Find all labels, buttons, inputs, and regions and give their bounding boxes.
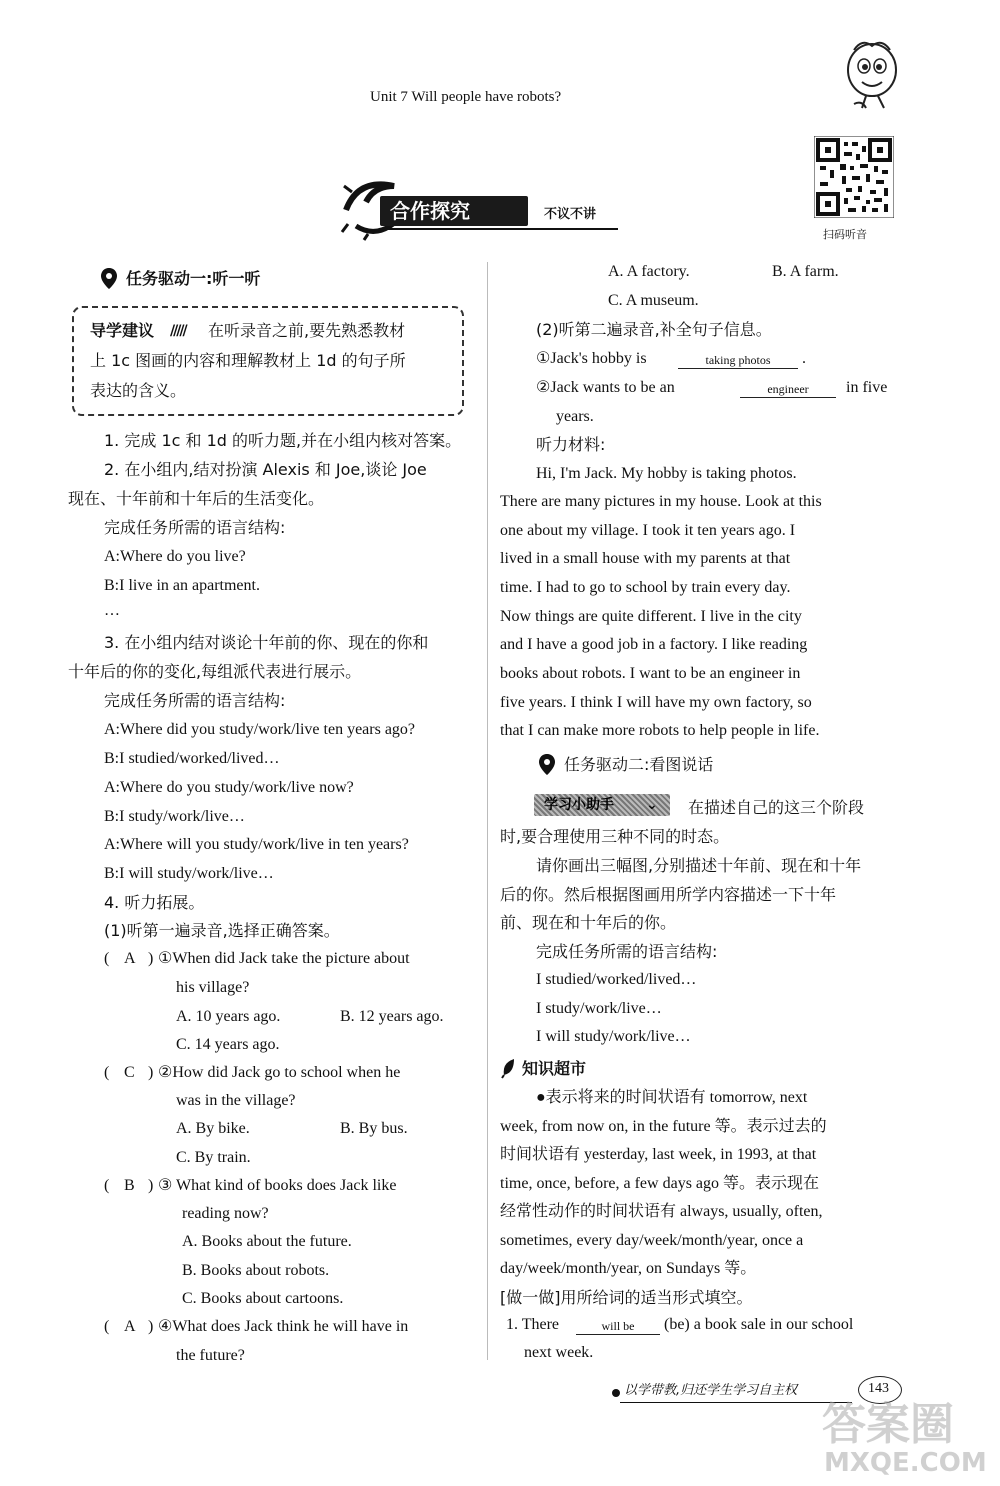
task1-title: 任务驱动一:听一听	[126, 269, 261, 288]
q2-option-a: A. By bike.	[176, 1120, 250, 1137]
q1-paren-open: (	[104, 950, 110, 967]
q3-paren-open: (	[104, 1177, 110, 1194]
knowledge-line-2: week, from now on, in the future 等。表示过去的	[500, 1118, 827, 1135]
q4-question: ④What does Jack think he will have in	[158, 1318, 409, 1335]
footer-slogan: 以学带教,归还学生学习自主权	[624, 1383, 798, 1398]
q2-option-c: C. By train.	[176, 1149, 251, 1166]
page-number: 143	[868, 1381, 889, 1396]
knowledge-label: 知识超市	[522, 1059, 587, 1078]
fill1-answer: taking photos	[678, 352, 798, 369]
task2-line-4: 完成任务所需的语言结构:	[536, 942, 718, 961]
left-line-1: 1. 完成 1c 和 1d 的听力题,并在小组内核对答案。	[104, 431, 462, 450]
fill2-suffix: in five	[846, 379, 888, 396]
q4-answer: A	[124, 1318, 136, 1335]
left-line-14: B:I study/work/live…	[104, 808, 245, 825]
q2-option-b: B. By bus.	[340, 1120, 408, 1137]
material-line-6: Now things are quite different. I live in the city	[500, 608, 802, 625]
q3-paren-close: )	[148, 1177, 154, 1194]
tip-line-2: 上 1c 图画的内容和理解教材上 1d 的句子所	[90, 351, 406, 370]
helper-label: 学习小助手	[544, 797, 614, 813]
left-line-3: 现在、十年前和十年后的生活变化。	[68, 489, 325, 508]
left-line-2: 2. 在小组内,结对扮演 Alexis 和 Joe,谈论 Joe	[104, 460, 427, 479]
tip-line-1: 在听录音之前,要先熟悉教材	[208, 321, 406, 340]
q3-answer: B	[124, 1177, 135, 1194]
q2-question: ②How did Jack go to school when he	[158, 1064, 401, 1081]
q2-paren-close: )	[148, 1064, 154, 1081]
leaf-icon	[500, 1057, 518, 1079]
q4-question-cont: the future?	[176, 1347, 245, 1364]
q3-option-c: C. Books about cartoons.	[182, 1290, 344, 1307]
left-line-16: B:I will study/work/live…	[104, 865, 274, 882]
qr-caption: 扫码听音	[823, 228, 867, 241]
banner-subtitle: 不议不讲	[544, 207, 597, 222]
tip-slashes-icon: /////	[170, 323, 186, 339]
part2-title: (2)听第二遍录音,补全句子信息。	[536, 320, 772, 339]
qr-code-image	[814, 136, 894, 218]
left-line-9: 十年后的你的变化,每组派代表进行展示。	[68, 662, 362, 681]
knowledge-line-1: ●表示将来的时间状语有 tomorrow, next	[536, 1089, 808, 1106]
left-line-12: B:I studied/worked/lived…	[104, 750, 280, 767]
banner-title: 合作探究	[390, 199, 470, 223]
banner-underline	[380, 228, 618, 230]
q4-paren-open: (	[104, 1318, 110, 1335]
task2-line-3: 前、现在和十年后的你。	[500, 913, 677, 932]
tip-line-3: 表达的含义。	[90, 381, 187, 400]
fill2-prefix: ②Jack wants to be an	[536, 379, 675, 396]
location-pin-icon	[538, 753, 556, 777]
location-pin-icon	[100, 267, 118, 291]
material-label: 听力材料:	[536, 435, 606, 454]
footer-underline	[620, 1402, 852, 1403]
fill1-suffix: .	[802, 350, 806, 367]
task2-title: 任务驱动二:看图说话	[564, 755, 714, 774]
task2-line-5: I studied/worked/lived…	[536, 971, 697, 988]
left-line-8: 3. 在小组内结对谈论十年前的你、现在的你和	[104, 633, 429, 652]
fill2-answer: engineer	[740, 381, 836, 398]
q1-option-c: C. 14 years ago.	[176, 1036, 280, 1053]
knowledge-line-3: 时间状语有 yesterday, last week, in 1993, at that	[500, 1146, 817, 1163]
knowledge-line-5: 经常性动作的时间状语有 always, usually, often,	[500, 1203, 823, 1220]
left-line-13: A:Where do you study/work/live now?	[104, 779, 354, 796]
knowledge-line-6: sometimes, every day/week/month/year, once a	[500, 1232, 804, 1249]
material-line-5: time. I had to go to school by train every day.	[500, 579, 791, 596]
practice1-answer: will be	[576, 1318, 660, 1335]
fill1-prefix: ①Jack's hobby is	[536, 350, 647, 367]
material-line-7: and I have a good job in a factory. I like reading	[500, 636, 808, 653]
helper-line-1: 在描述自己的这三个阶段	[688, 798, 865, 817]
material-line-1: Hi, I'm Jack. My hobby is taking photos.	[536, 465, 797, 482]
material-line-10: that I can make more robots to help people in life.	[500, 722, 820, 739]
helper-arrow-icon: ⌄	[646, 797, 658, 813]
practice1-suffix: (be) a book sale in our school	[664, 1316, 854, 1333]
material-line-2: There are many pictures in my house. Look at this	[500, 493, 822, 510]
q1-question: ①When did Jack take the picture about	[158, 950, 410, 967]
q4-option-b: B. A farm.	[772, 263, 839, 280]
task2-line-2: 后的你。然后根据图画用所学内容描述一下十年	[500, 885, 837, 904]
left-line-7: …	[104, 602, 120, 619]
q3-question: ③ What kind of books does Jack like	[158, 1177, 397, 1194]
material-line-4: lived in a small house with my parents at that	[500, 550, 791, 567]
material-line-8: books about robots. I want to be an engineer in	[500, 665, 801, 682]
q1-option-b: B. 12 years ago.	[340, 1008, 444, 1025]
q3-question-cont: reading now?	[182, 1205, 269, 1222]
left-line-6: B:I live in an apartment.	[104, 577, 260, 594]
tip-label: 导学建议	[90, 321, 155, 340]
fill2-continued: years.	[556, 408, 594, 425]
left-line-4: 完成任务所需的语言结构:	[104, 518, 286, 537]
practice1-continued: next week.	[524, 1344, 594, 1361]
watermark-text: 答案圈	[822, 1399, 954, 1450]
q2-question-cont: was in the village?	[176, 1092, 296, 1109]
q1-paren-close: )	[148, 950, 154, 967]
material-line-3: one about my village. I took it ten years ago. I	[500, 522, 796, 539]
q4-option-a: A. A factory.	[608, 263, 690, 280]
q2-paren-open: (	[104, 1064, 110, 1081]
q1-option-a: A. 10 years ago.	[176, 1008, 281, 1025]
material-line-9: five years. I think I will have my own factory, so	[500, 694, 812, 711]
q2-answer: C	[124, 1064, 135, 1081]
left-line-11: A:Where did you study/work/live ten years ago?	[104, 721, 416, 738]
knowledge-line-7: day/week/month/year, on Sundays 等。	[500, 1260, 757, 1277]
left-line-18: (1)听第一遍录音,选择正确答案。	[104, 921, 340, 940]
q4-option-c: C. A museum.	[608, 292, 699, 309]
q1-answer: A	[124, 950, 136, 967]
footer-bullet-icon	[612, 1389, 620, 1397]
q4-paren-close: )	[148, 1318, 154, 1335]
q3-option-a: A. Books about the future.	[182, 1233, 352, 1250]
task2-line-6: I study/work/live…	[536, 1000, 662, 1017]
column-divider	[487, 262, 488, 1360]
knowledge-line-4: time, once, before, a few days ago 等。表示现在	[500, 1175, 820, 1192]
task2-line-7: I will study/work/live…	[536, 1028, 691, 1045]
left-line-17: 4. 听力拓展。	[104, 893, 205, 912]
page-header-title: Unit 7 Will people have robots?	[370, 89, 562, 105]
practice1-prefix: 1. There	[506, 1316, 560, 1333]
mascot-illustration	[832, 38, 912, 116]
left-line-5: A:Where do you live?	[104, 548, 246, 565]
practice-label: [做一做]用所给词的适当形式填空。	[500, 1288, 753, 1307]
q3-option-b: B. Books about robots.	[182, 1262, 330, 1279]
left-line-15: A:Where will you study/work/live in ten years?	[104, 836, 409, 853]
task2-line-1: 请你画出三幅图,分别描述十年前、现在和十年	[536, 856, 862, 875]
watermark-site: MXQE.COM	[824, 1448, 987, 1478]
helper-line-2: 时,要合理使用三种不同的时态。	[500, 827, 730, 846]
q1-question-cont: his village?	[176, 979, 250, 996]
left-line-10: 完成任务所需的语言结构:	[104, 691, 286, 710]
